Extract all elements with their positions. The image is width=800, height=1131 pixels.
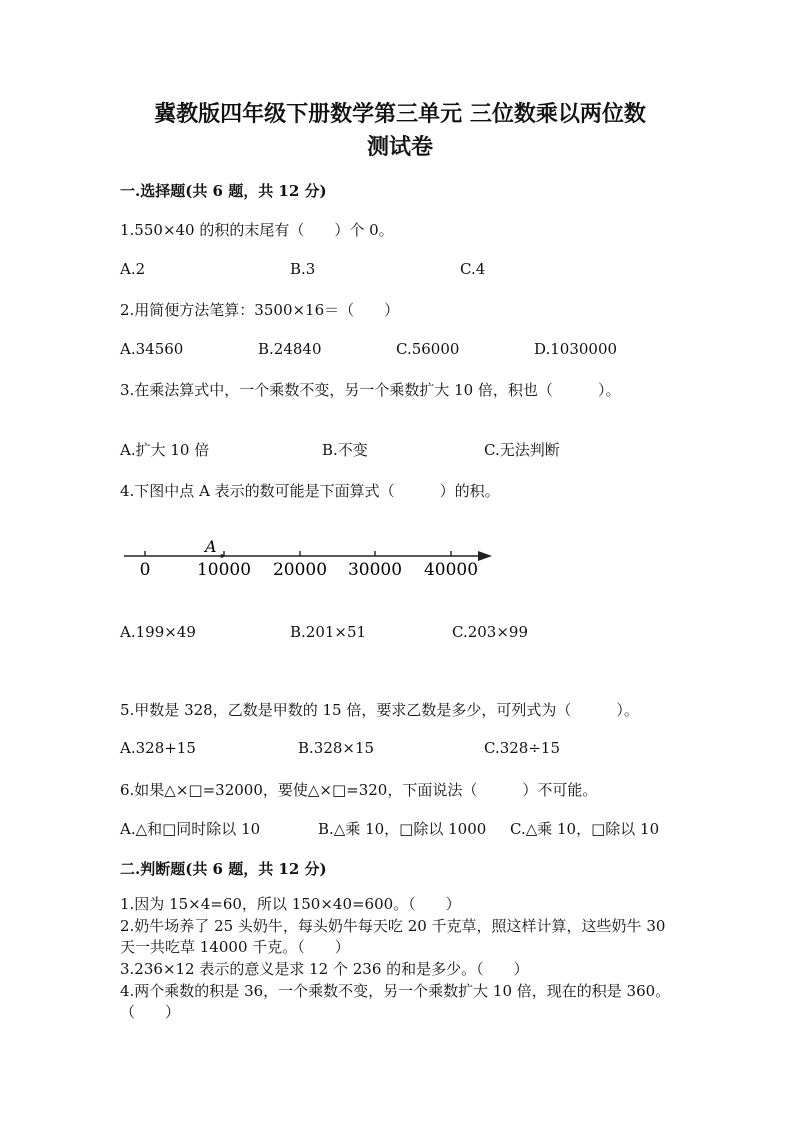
question-5: 5.甲数是 328，乙数是甲数的 15 倍，要求乙数是多少，可列式为（ ）。 <box>120 701 639 719</box>
question-6: 6.如果△×□=32000，要使△×□=320，下面说法（ ）不可能。 <box>120 781 598 799</box>
question-5-option-b: B.328×15 <box>298 739 375 757</box>
number-line-figure <box>120 536 500 586</box>
tick-label-10000: 10000 <box>196 560 252 580</box>
question-3: 3.在乘法算式中，一个乘数不变，另一个乘数扩大 10 倍，积也（ ）。 <box>120 381 621 399</box>
number-line-svg <box>120 536 500 586</box>
question-3-option-b: B.不变 <box>322 441 368 459</box>
tick-label-40000: 40000 <box>423 560 479 580</box>
question-1-option-a: A.2 <box>120 260 146 278</box>
page-title <box>100 98 700 164</box>
section-heading-judgment: 二.判断题(共 6 题，共 12 分) <box>120 860 327 878</box>
question-2-option-c: C.56000 <box>396 340 460 358</box>
question-5-option-a: A.328+15 <box>120 739 196 757</box>
question-3-option-c: C.无法判断 <box>484 441 560 459</box>
question-2-option-b: B.24840 <box>258 340 322 358</box>
question-3-option-a: A.扩大 10 倍 <box>120 441 210 459</box>
title-line-1: 冀教版四年级下册数学第三单元 三位数乘以两位数 <box>154 101 646 127</box>
question-6-option-b: B.△乘 10，□除以 1000 <box>318 820 487 838</box>
tick-label-0: 0 <box>139 560 151 580</box>
judgment-1: 1.因为 15×4=60，所以 150×40=600。（ ） <box>120 895 461 913</box>
question-1: 1.550×40 的积的末尾有（ ）个 0。 <box>120 221 394 239</box>
section-heading-choice: 一.选择题(共 6 题，共 12 分) <box>120 182 327 200</box>
judgment-3: 3.236×12 表示的意义是求 12 个 236 的和是多少。（ ） <box>120 960 529 978</box>
point-a-marker <box>220 554 224 558</box>
tick-label-20000: 20000 <box>272 560 328 580</box>
question-4-option-b: B.201×51 <box>290 623 367 641</box>
question-2: 2.用简便方法笔算：3500×16＝（ ） <box>120 301 400 319</box>
tick-label-30000: 30000 <box>347 560 403 580</box>
judgment-2: 2.奶牛场养了 25 头奶牛，每头奶牛每天吃 20 千克草，照这样计算，这些奶牛 30 天一共吃草 14000 千克。（ ） <box>120 917 666 956</box>
question-1-option-b: B.3 <box>290 260 316 278</box>
question-5-option-c: C.328÷15 <box>484 739 560 757</box>
title-line-2: 测试卷 <box>366 134 433 160</box>
question-4: 4.下图中点 A 表示的数可能是下面算式（ ）的积。 <box>120 482 500 500</box>
question-6-option-c: C.△乘 10，□除以 10 <box>510 820 660 838</box>
question-1-option-c: C.4 <box>460 260 486 278</box>
question-4-option-c: C.203×99 <box>452 623 528 641</box>
judgment-4: 4.两个乘数的积是 36，一个乘数不变，另一个乘数扩大 10 倍，现在的积是 360。（ ） <box>120 982 671 1021</box>
question-2-option-d: D.1030000 <box>534 340 618 358</box>
question-4-option-a: A.199×49 <box>120 623 196 641</box>
question-2-option-a: A.34560 <box>120 340 184 358</box>
number-line-arrow <box>478 551 492 561</box>
point-a-label: A <box>205 537 217 556</box>
question-6-option-a: A.△和□同时除以 10 <box>120 820 261 838</box>
